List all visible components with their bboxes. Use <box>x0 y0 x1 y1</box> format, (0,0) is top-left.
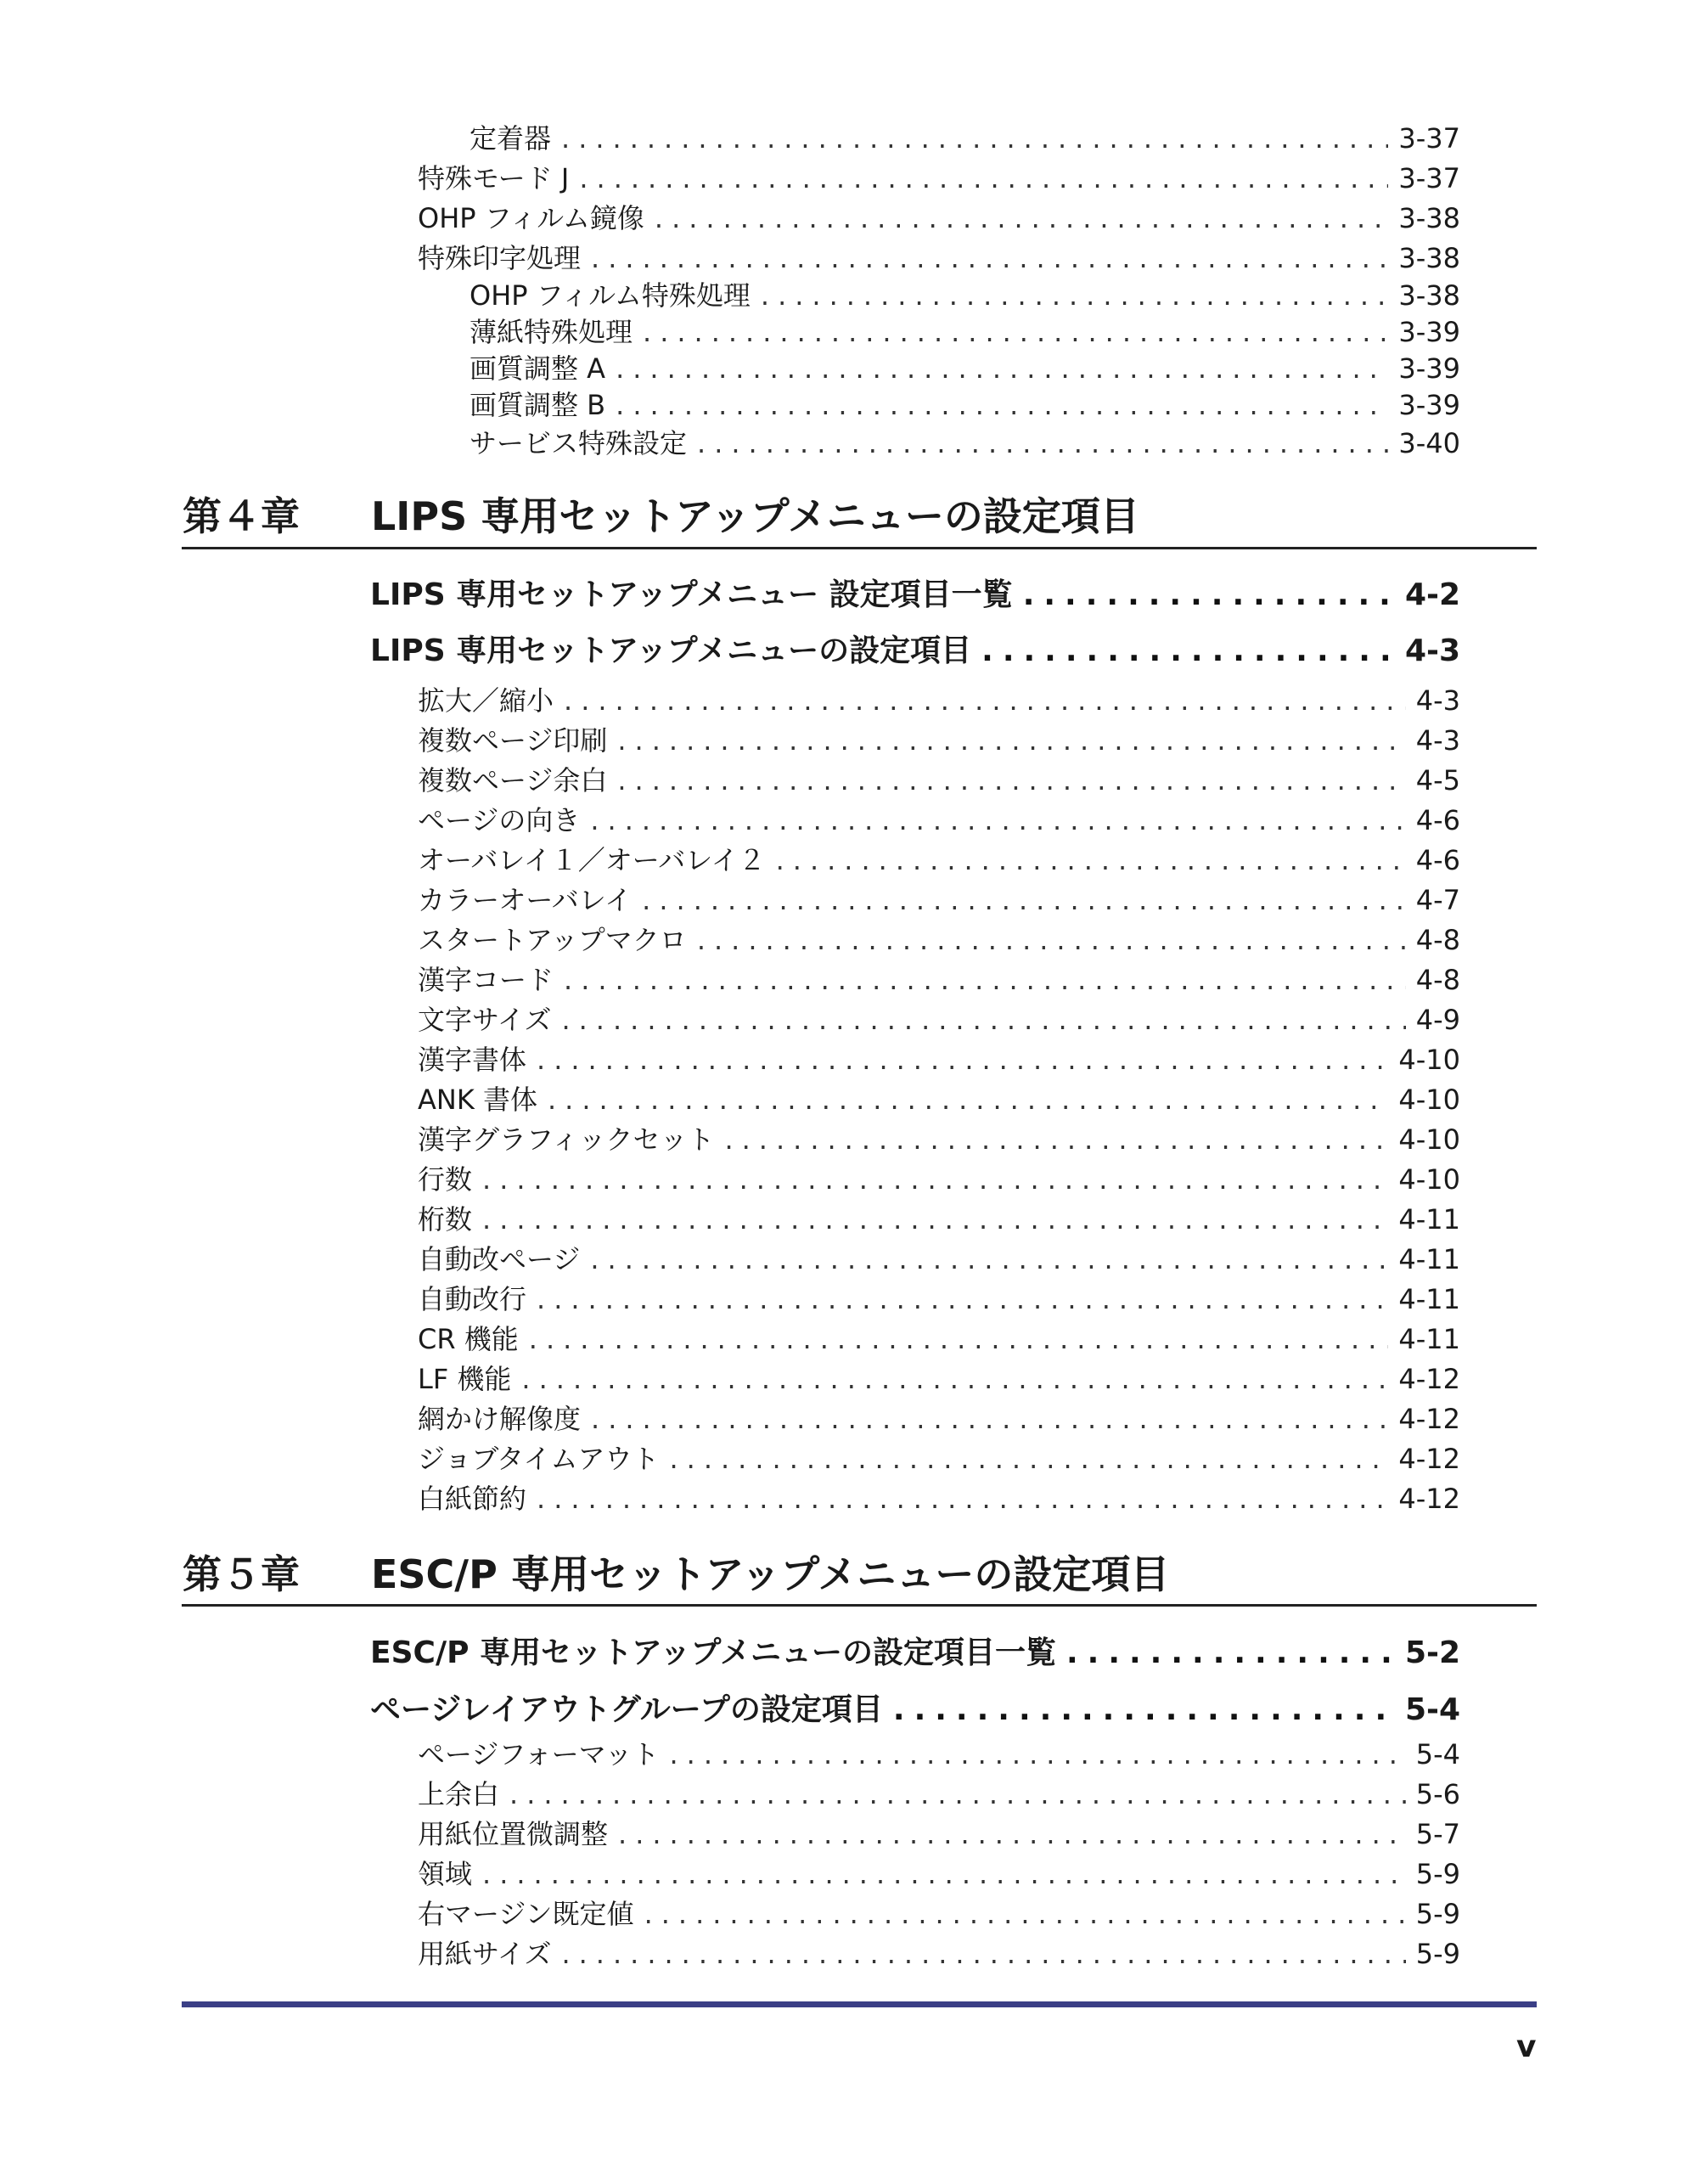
toc-entry-page: 4-10 <box>1398 1123 1460 1156</box>
toc-entry[interactable] <box>418 1039 1460 1079</box>
toc-entry-label: OHP フィルム特殊処理 <box>469 279 751 312</box>
toc-entry-page: 3-39 <box>1398 352 1460 385</box>
leader-dots <box>537 1483 1388 1515</box>
toc-entry-page: 3-38 <box>1398 202 1460 234</box>
leader-dots <box>724 1123 1388 1156</box>
toc-entry-label: CR 機能 <box>418 1323 519 1355</box>
leader-dots <box>761 279 1388 312</box>
toc-entry-label: 用紙位置微調整 <box>418 1818 609 1850</box>
toc-entry[interactable] <box>469 347 1460 388</box>
toc-entry-label: 桁数 <box>418 1203 473 1236</box>
toc-entry-label: 領域 <box>418 1858 473 1890</box>
toc-entry-label: OHP フィルム鏡像 <box>418 202 644 234</box>
chapter-heading <box>183 486 1139 542</box>
toc-entry-page: 5-6 <box>1415 1778 1460 1810</box>
leader-dots <box>643 316 1388 348</box>
toc-entry[interactable] <box>418 1813 1460 1854</box>
toc-entry[interactable] <box>418 1198 1460 1239</box>
toc-entry-page: 4-12 <box>1398 1363 1460 1395</box>
chapter-title[interactable]: LIPS 専用セットアップメニューの設定項目 <box>371 493 1139 539</box>
leader-dots <box>591 1403 1388 1435</box>
leader-dots <box>521 1363 1388 1395</box>
toc-entry-label: サービス特殊設定 <box>469 427 688 459</box>
toc-section[interactable] <box>370 627 1460 674</box>
leader-dots <box>482 1203 1388 1236</box>
leader-dots <box>537 1044 1388 1076</box>
footer-rule <box>182 2001 1537 2007</box>
leader-dots <box>618 1818 1406 1850</box>
toc-entry-page: 3-37 <box>1398 162 1460 194</box>
toc-entry[interactable] <box>418 799 1460 840</box>
leader-dots <box>981 633 1395 668</box>
toc-entry[interactable] <box>469 384 1460 425</box>
page-number: v <box>1516 2029 1537 2064</box>
leader-dots <box>590 804 1405 836</box>
toc-entry[interactable] <box>418 1118 1460 1159</box>
toc-entry-page: 4-8 <box>1415 964 1460 996</box>
leader-dots <box>482 1163 1388 1196</box>
toc-entry-page: 4-6 <box>1415 844 1460 876</box>
chapter-rule <box>182 1604 1537 1607</box>
toc-entry[interactable] <box>418 1733 1460 1774</box>
leader-dots <box>579 162 1388 194</box>
toc-entry-page: 4-11 <box>1398 1323 1460 1355</box>
toc-entry[interactable] <box>418 1478 1460 1518</box>
toc-entry-label: 自動改行 <box>418 1283 527 1315</box>
toc-entry-page: 4-12 <box>1398 1483 1460 1515</box>
toc-entry[interactable] <box>418 919 1460 960</box>
toc-entry-label: 特殊モード J <box>418 162 570 194</box>
toc-section-page: 5-2 <box>1404 1635 1460 1670</box>
leader-dots <box>669 1738 1405 1770</box>
toc-section[interactable] <box>370 1686 1460 1733</box>
toc-entry-label: ページの向き <box>418 804 581 836</box>
toc-entry-label: ANK 書体 <box>418 1084 537 1116</box>
toc-entry[interactable] <box>418 719 1460 760</box>
toc-entry[interactable] <box>418 1933 1460 1973</box>
toc-entry-page: 4-10 <box>1398 1084 1460 1116</box>
toc-entry-label: 行数 <box>418 1163 473 1196</box>
toc-entry-label: 拡大／縮小 <box>418 684 554 717</box>
toc-section-label: LIPS 専用セットアップメニュー 設定項目一覧 <box>370 577 1013 612</box>
toc-entry-page: 4-5 <box>1415 764 1460 796</box>
toc-entry-label: スタートアップマクロ <box>418 924 687 956</box>
toc-entry-page: 3-39 <box>1398 316 1460 348</box>
leader-dots <box>591 242 1388 274</box>
toc-entry[interactable] <box>418 679 1460 720</box>
leader-dots <box>482 1858 1406 1890</box>
leader-dots <box>617 724 1405 757</box>
toc-entry-page: 4-3 <box>1415 684 1460 717</box>
toc-entry[interactable] <box>469 117 1460 158</box>
toc-entry[interactable] <box>418 959 1460 999</box>
leader-dots <box>564 684 1406 717</box>
toc-entry-label: 特殊印字処理 <box>418 242 582 274</box>
toc-section-label: ESC/P 専用セットアップメニューの設定項目一覧 <box>370 1635 1056 1670</box>
leader-dots <box>1023 577 1395 612</box>
toc-entry-page: 4-6 <box>1415 804 1460 836</box>
chapter-rule <box>182 547 1537 549</box>
toc-entry-page: 4-11 <box>1398 1283 1460 1315</box>
toc-entry-label: 薄紙特殊処理 <box>469 316 633 348</box>
toc-entry-page: 5-9 <box>1415 1858 1460 1890</box>
leader-dots <box>697 427 1388 459</box>
toc-entry[interactable] <box>418 839 1460 880</box>
toc-entry-page: 4-3 <box>1415 724 1460 757</box>
toc-entry-page: 4-11 <box>1398 1243 1460 1275</box>
toc-entry-label: 網かけ解像度 <box>418 1403 582 1435</box>
toc-entry-label: LF 機能 <box>418 1363 512 1395</box>
toc-entry-label: 画質調整 A <box>469 352 606 385</box>
toc-entry-page: 4-9 <box>1415 1004 1460 1036</box>
toc-entry-label: 白紙節約 <box>418 1483 527 1515</box>
toc-entry[interactable] <box>418 1318 1460 1359</box>
toc-entry[interactable] <box>418 237 1460 278</box>
toc-entry[interactable] <box>418 759 1460 800</box>
toc-entry[interactable] <box>418 1773 1460 1814</box>
leader-dots <box>644 1898 1406 1930</box>
toc-entry[interactable] <box>418 879 1460 920</box>
chapter-title[interactable]: ESC/P 専用セットアップメニューの設定項目 <box>371 1551 1170 1597</box>
toc-section-label: ページレイアウトグループの設定項目 <box>370 1692 883 1727</box>
leader-dots <box>1066 1635 1395 1670</box>
leader-dots <box>617 764 1405 796</box>
toc-entry-label: 定着器 <box>469 122 552 155</box>
chapter-heading <box>183 1544 1169 1600</box>
toc-entry[interactable] <box>418 1853 1460 1894</box>
toc-entry[interactable] <box>418 1438 1460 1478</box>
leader-dots <box>776 844 1406 876</box>
toc-entry[interactable] <box>418 999 1460 1039</box>
toc-entry[interactable] <box>469 422 1460 463</box>
toc-entry[interactable] <box>418 1358 1460 1399</box>
leader-dots <box>561 1938 1405 1970</box>
leader-dots <box>616 389 1388 421</box>
toc-entry-label: 自動改ページ <box>418 1243 581 1275</box>
toc-section-page: 4-2 <box>1404 577 1460 612</box>
toc-entry-label: 文字サイズ <box>418 1004 552 1036</box>
toc-entry[interactable] <box>418 1078 1460 1119</box>
toc-entry[interactable] <box>418 1238 1460 1279</box>
toc-entry-label: 複数ページ余白 <box>418 764 608 796</box>
leader-dots <box>642 884 1406 916</box>
toc-section[interactable] <box>370 571 1460 618</box>
toc-section[interactable] <box>370 1629 1460 1676</box>
toc-entry-page: 4-8 <box>1415 924 1460 956</box>
toc-section-label: LIPS 専用セットアップメニューの設定項目 <box>370 633 972 668</box>
toc-entry[interactable] <box>418 1278 1460 1319</box>
toc-entry-page: 5-4 <box>1415 1738 1460 1770</box>
leader-dots <box>561 1004 1405 1036</box>
toc-entry-page: 3-39 <box>1398 389 1460 421</box>
toc-entry-label: ページフォーマット <box>418 1738 660 1770</box>
toc-entry-label: オーバレイ１／オーバレイ２ <box>418 844 766 876</box>
toc-entry-page: 3-37 <box>1398 122 1460 155</box>
chapter-number: 第４章 <box>183 493 300 539</box>
toc-entry[interactable] <box>418 157 1460 198</box>
toc-entry-page: 4-7 <box>1415 884 1460 916</box>
toc-entry-label: カラーオーバレイ <box>418 884 633 916</box>
toc-section-page: 4-3 <box>1404 633 1460 668</box>
toc-entry-label: 用紙サイズ <box>418 1938 552 1970</box>
leader-dots <box>655 202 1388 234</box>
toc-entry[interactable] <box>469 311 1460 352</box>
leader-dots <box>893 1692 1395 1727</box>
leader-dots <box>697 924 1406 956</box>
toc-entry-label: ジョブタイムアウト <box>418 1443 660 1475</box>
leader-dots <box>616 352 1388 385</box>
toc-section-page: 5-4 <box>1404 1692 1460 1727</box>
toc-entry[interactable] <box>418 1893 1460 1934</box>
toc-entry-page: 5-7 <box>1415 1818 1460 1850</box>
leader-dots <box>509 1778 1406 1810</box>
toc-entry[interactable] <box>418 1158 1460 1199</box>
toc-entry-page: 4-10 <box>1398 1044 1460 1076</box>
toc-entry-page: 3-38 <box>1398 279 1460 312</box>
leader-dots <box>590 1243 1388 1275</box>
toc-entry-page: 3-40 <box>1398 427 1460 459</box>
leader-dots <box>564 964 1406 996</box>
toc-entry-label: 複数ページ印刷 <box>418 724 608 757</box>
toc-entry[interactable] <box>469 274 1460 315</box>
toc-entry-page: 5-9 <box>1415 1898 1460 1930</box>
toc-entry-label: 漢字書体 <box>418 1044 527 1076</box>
toc-entry-label: 上余白 <box>418 1778 500 1810</box>
leader-dots <box>537 1283 1388 1315</box>
leader-dots <box>561 122 1388 155</box>
toc-entry-page: 3-38 <box>1398 242 1460 274</box>
toc-entry-page: 5-9 <box>1415 1938 1460 1970</box>
toc-entry-label: 漢字コード <box>418 964 554 996</box>
toc-entry-page: 4-12 <box>1398 1443 1460 1475</box>
toc-entry-label: 漢字グラフィックセット <box>418 1123 715 1156</box>
leader-dots <box>548 1084 1388 1116</box>
toc-entry-label: 画質調整 B <box>469 389 606 421</box>
toc-entry[interactable] <box>418 1398 1460 1438</box>
toc-entry-page: 4-11 <box>1398 1203 1460 1236</box>
toc-entry-page: 4-10 <box>1398 1163 1460 1196</box>
leader-dots <box>669 1443 1388 1475</box>
toc-entry-page: 4-12 <box>1398 1403 1460 1435</box>
leader-dots <box>529 1323 1389 1355</box>
toc-entry-label: 右マージン既定値 <box>418 1898 634 1930</box>
toc-entry[interactable] <box>418 197 1460 238</box>
chapter-number: 第５章 <box>183 1551 300 1597</box>
